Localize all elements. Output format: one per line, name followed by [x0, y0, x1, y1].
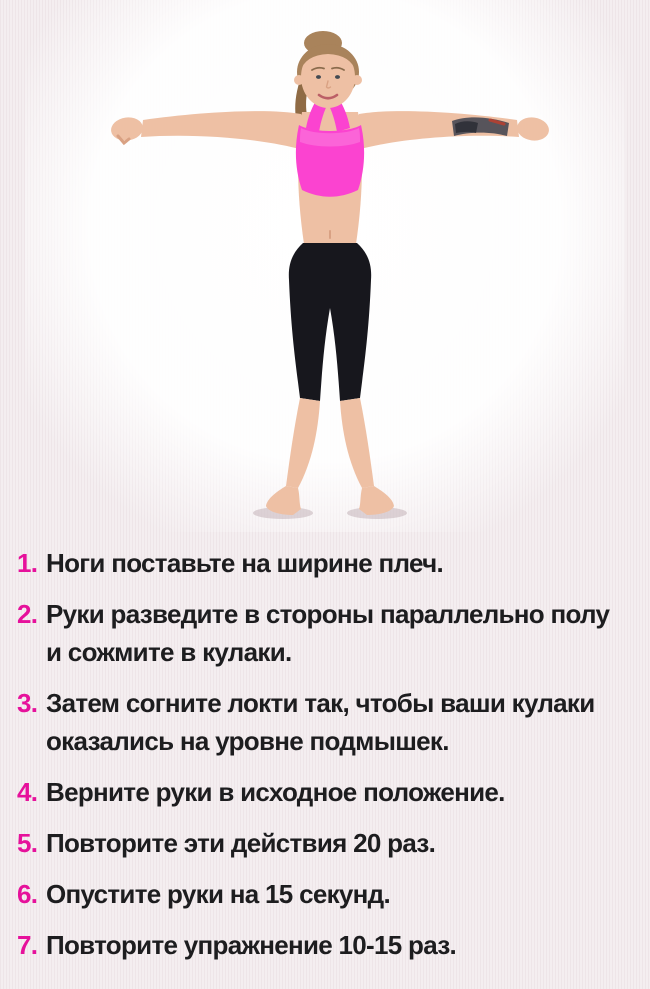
instruction-item-2 [17, 595, 638, 671]
item-number: 4. [17, 777, 38, 807]
item-text: Затем согните локти так, чтобы ваши кулаки оказались на уровне подмышек. [46, 688, 595, 756]
right-eye [316, 75, 321, 79]
item-text: Ноги поставьте на ширине плеч. [46, 548, 443, 578]
instruction-list [0, 532, 650, 964]
item-text: Опустите руки на 15 секунд. [46, 879, 391, 909]
item-text: Повторите эти действия 20 раз. [46, 828, 436, 858]
instruction-item-7 [17, 926, 638, 964]
item-text: Верните руки в исходное положение. [46, 777, 505, 807]
item-number: 3. [17, 688, 38, 718]
instruction-item-3 [17, 684, 638, 760]
instruction-item-5 [17, 824, 638, 862]
left-eye [335, 75, 340, 79]
instruction-item-6 [17, 875, 638, 913]
item-text: Руки разведите в стороны параллельно полу и сожмите в кулаки. [46, 599, 610, 667]
item-number: 1. [17, 548, 38, 578]
instruction-item-4 [17, 773, 638, 811]
item-number: 6. [17, 879, 38, 909]
item-number: 2. [17, 599, 38, 629]
item-number: 7. [17, 930, 38, 960]
item-number: 5. [17, 828, 38, 858]
item-text: Повторите упражнение 10-15 раз. [46, 930, 457, 960]
instruction-item-1 [17, 544, 638, 582]
